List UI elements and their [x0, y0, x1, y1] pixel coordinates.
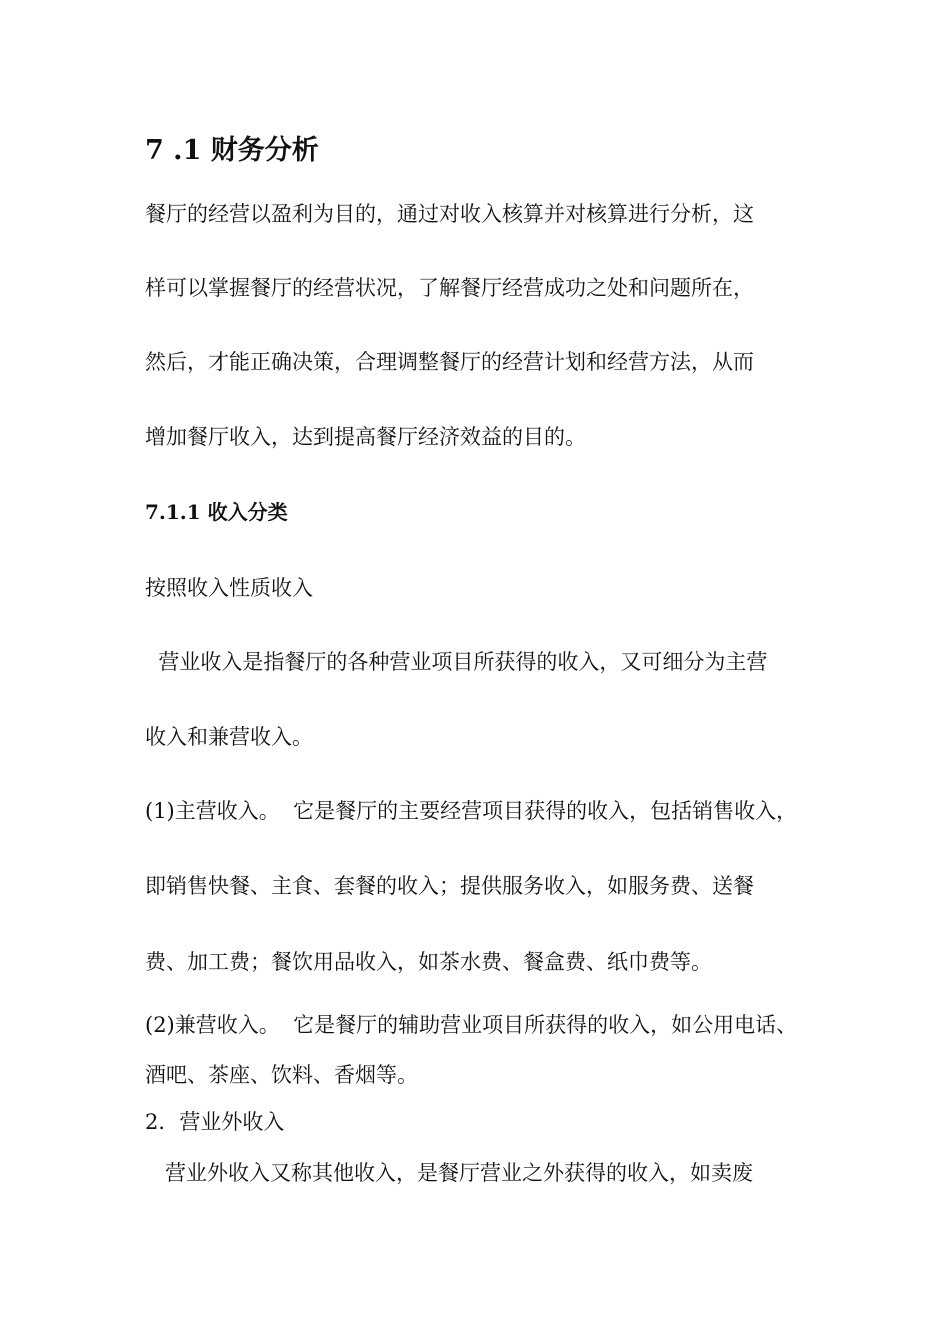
- section-heading: 7 .1 财务分析: [145, 135, 319, 166]
- paragraph-line: 然后，才能正确决策，合理调整餐厅的经营计划和经营方法，从而: [145, 350, 754, 374]
- list-heading: 2．营业外收入: [145, 1110, 285, 1134]
- paragraph-line: 增加餐厅收入，达到提高餐厅经济效益的目的。: [145, 425, 586, 449]
- paragraph-line: 即销售快餐、主食、套餐的收入；提供服务收入，如服务费、送餐: [145, 874, 754, 898]
- paragraph-line: 餐厅的经营以盈利为目的，通过对收入核算并对核算进行分析，这: [145, 202, 754, 226]
- paragraph-line: 营业外收入又称其他收入，是餐厅营业之外获得的收入，如卖废: [145, 1161, 754, 1185]
- paragraph-line: 样可以掌握餐厅的经营状况，了解餐厅经营成功之处和问题所在，: [145, 276, 754, 300]
- paragraph-line: 收入和兼营收入。: [145, 725, 313, 749]
- paragraph-line: (2)兼营收入。 它是餐厅的辅助营业项目所获得的收入，如公用电话、: [145, 1013, 798, 1037]
- paragraph-line: 按照收入性质收入: [145, 576, 313, 600]
- paragraph-line: 费、加工费；餐饮用品收入，如茶水费、餐盒费、纸巾费等。: [145, 950, 712, 974]
- paragraph-line: 营业收入是指餐厅的各种营业项目所获得的收入，又可细分为主营: [145, 650, 768, 674]
- paragraph-line: (1)主营收入。 它是餐厅的主要经营项目获得的收入，包括销售收入，: [145, 799, 798, 823]
- subsection-heading: 7.1.1 收入分类: [145, 500, 288, 524]
- paragraph-line: 酒吧、茶座、饮料、香烟等。: [145, 1063, 418, 1087]
